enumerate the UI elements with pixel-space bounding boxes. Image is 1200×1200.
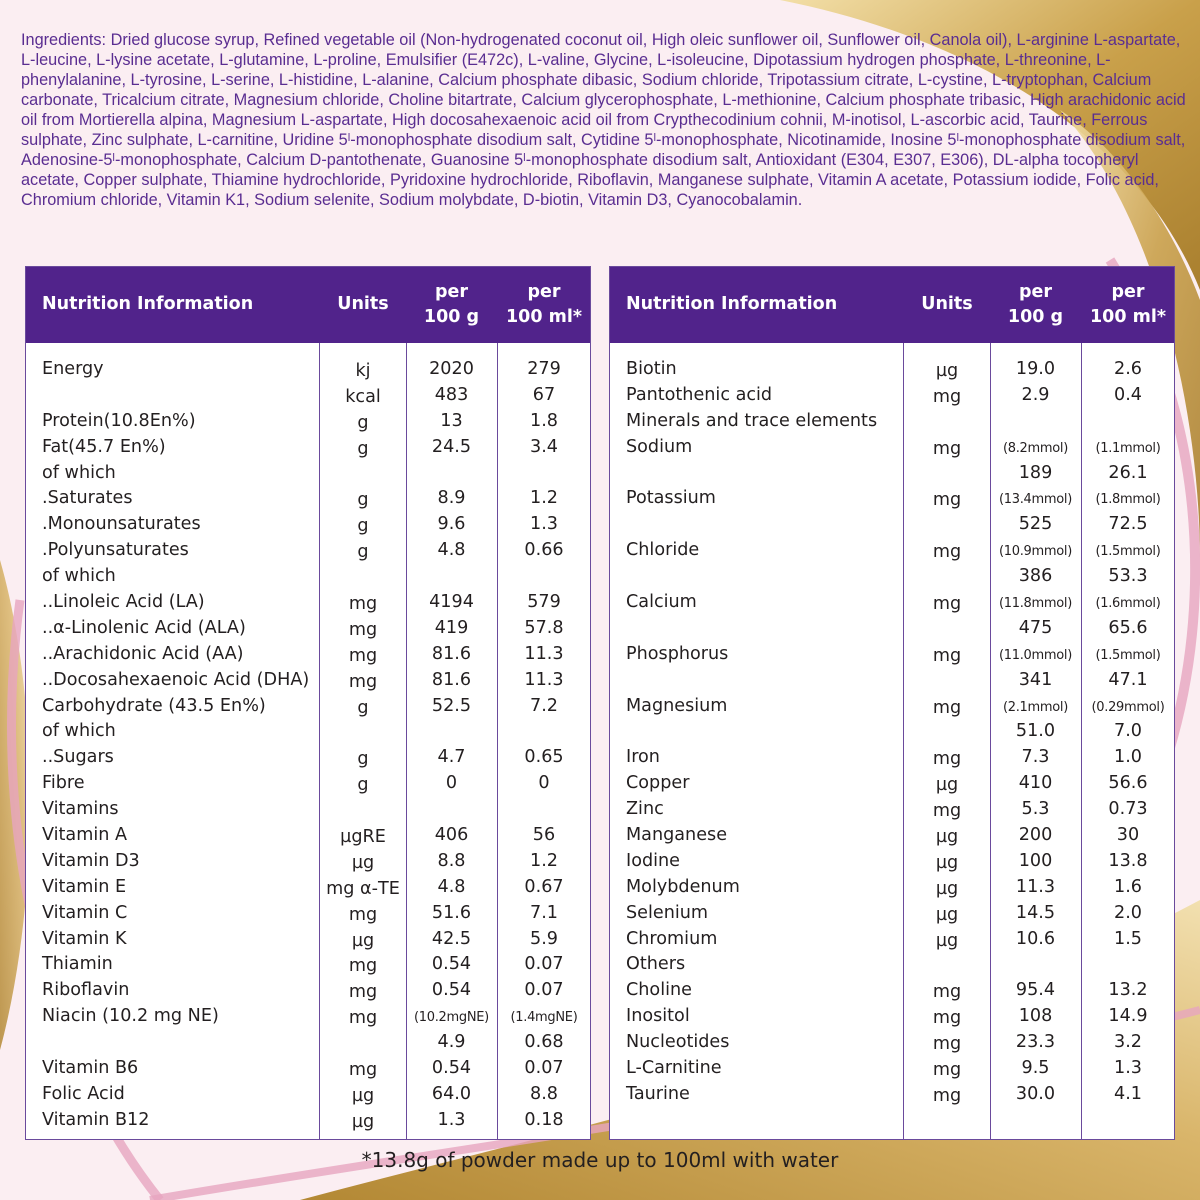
value-per-100ml: 0.65	[524, 747, 564, 768]
table-header	[26, 267, 590, 343]
value-per-100ml: (0.29mmol)	[1091, 699, 1165, 715]
nutrient-unit: µg	[935, 878, 959, 899]
value-per-100ml: 1.5	[1114, 928, 1142, 949]
value-per-100ml: 65.6	[1108, 617, 1148, 638]
table-row	[610, 1004, 1174, 1030]
nutrient-name: Vitamin C	[42, 902, 128, 923]
table-row	[26, 461, 590, 487]
nutrient-unit: µg	[935, 775, 959, 796]
value-per-100ml: 57.8	[524, 617, 564, 638]
value-per-100g: 5.3	[1021, 799, 1050, 820]
value-per-100g: 4.8	[437, 540, 466, 561]
value-per-100g: 19.0	[1015, 359, 1056, 379]
table-row	[610, 409, 1174, 435]
table-row	[610, 745, 1174, 771]
nutrient-name: ..Sugars	[42, 747, 114, 768]
value-per-100g: 100	[1018, 850, 1053, 871]
value-per-100g: 108	[1018, 1006, 1053, 1027]
nutrient-name: L-Carnitine	[626, 1058, 722, 1079]
nutrient-name: Choline	[626, 980, 692, 1001]
value-per-100ml: 3.2	[1114, 1032, 1142, 1053]
value-per-100g: 419	[434, 617, 469, 638]
table-row	[26, 1056, 590, 1082]
nutrient-unit: mg	[348, 619, 378, 640]
table-row	[26, 357, 590, 383]
header-per-100g: per 100 g	[423, 282, 480, 327]
value-per-100ml: 56.6	[1108, 773, 1148, 794]
nutrient-unit: mg	[932, 1034, 962, 1055]
table-row	[26, 771, 590, 797]
nutrient-name: Molybdenum	[626, 876, 740, 897]
nutrient-unit: mg	[932, 1085, 962, 1106]
nutrient-name: Selenium	[626, 902, 709, 923]
table-row	[26, 978, 590, 1004]
nutrient-unit: kj	[355, 361, 371, 381]
value-per-100g: 0.54	[431, 954, 472, 975]
nutrient-unit: mg	[932, 1060, 962, 1081]
nutrient-name: ..α-Linolenic Acid (ALA)	[42, 617, 246, 638]
value-per-100ml: 2.6	[1114, 359, 1142, 379]
nutrient-name: .Monounsaturates	[42, 514, 201, 535]
table-row	[610, 512, 1174, 538]
nutrient-unit: g	[357, 542, 369, 563]
table-row	[26, 745, 590, 771]
ingredients-text: Ingredients: Dried glucose syrup, Refined vegetable oil (Non-hydrogenated coconut oil, High oleic sunflower oil, Sunflower oil, Canola oil), L-arginine L-aspartate, L-leucine, L-lysine acetate, L-glutamine, L-proline, Emulsifier (E472c), L-valine, Glycine, L-isoleucine, Dipotassium hydrogen phosphate, L-threonine, L-phenylalanine, L-tyrosine, L-serine, L-histidine, L-alanine, Calcium phosphate dibasic, Sodium chloride, Tripotassium citrate, L-cystine, L-tryptophan, Calcium carbonate, Tricalcium citrate, Magnesium chloride, Choline bitartrate, Calcium glycerophosphate, L-methionine, Calcium phosphate tribasic, High arachidonic acid oil from Mortierella alpina, Magnesium L-aspartate, High docosahexaenoic acid oil from Crypthecodinium cohnii, M-inotisol, L-ascorbic acid, Taurine, Ferrous sulphate, Zinc sulphate, L-carnitine, Uridine 5ˡ-monophosphate disodium salt, Cytidine 5ˡ-monophosphate, Nicotinamide, Inosine 5ˡ-monophosphate disodium salt, Adenosine-5ˡ-monophosphate, Calcium D-pantothenate, Guanosine 5ˡ-monophosphate disodium salt, Antioxidant (E304, E307, E306), DL-alpha tocopheryl acetate, Copper sulphate, Thiamine hydrochloride, Pyridoxine hydrochloride, Riboflavin, Manganese sulphate, Vitamin A acetate, Potassium iodide, Folic acid, Chromium chloride, Vitamin K1, Sodium selenite, Sodium molybdate, D-biotin, Vitamin D3, Cyanocobalamin.	[21, 31, 1186, 209]
nutrient-unit: µg	[935, 904, 959, 925]
table-rows	[610, 357, 1174, 1108]
table-row	[610, 564, 1174, 590]
table-row	[26, 694, 590, 720]
value-per-100ml: 11.3	[524, 669, 564, 690]
value-per-100g: 13	[440, 410, 463, 431]
nutrient-name: of which	[42, 566, 116, 587]
nutrient-name: Fibre	[42, 773, 85, 794]
value-per-100g: (11.8mmol)	[999, 596, 1072, 612]
value-per-100ml: (1.5mmol)	[1095, 647, 1161, 663]
table-row	[26, 538, 590, 564]
nutrient-name: Inositol	[626, 1006, 690, 1027]
nutrient-unit: µg	[351, 1085, 375, 1106]
table-row	[610, 978, 1174, 1004]
table-row	[610, 1056, 1174, 1082]
value-per-100g: (10.2mgNE)	[414, 1010, 489, 1026]
table-row	[26, 512, 590, 538]
nutrient-name: Vitamin B6	[42, 1058, 139, 1079]
table-row	[610, 952, 1174, 978]
nutrient-name: .Saturates	[42, 488, 133, 509]
table-row	[610, 719, 1174, 745]
nutrient-name: Zinc	[626, 799, 664, 820]
header-per-100g: per 100 g	[1007, 282, 1064, 327]
table-row	[610, 823, 1174, 849]
table-row	[610, 435, 1174, 461]
nutrient-name: Taurine	[626, 1083, 690, 1104]
value-per-100g: 42.5	[431, 928, 472, 949]
value-per-100g: 81.6	[431, 669, 472, 690]
nutrient-name: ..Linoleic Acid (LA)	[42, 592, 205, 613]
nutrient-unit: g	[357, 749, 369, 770]
value-per-100g: 24.5	[431, 436, 472, 457]
nutrient-unit: µg	[935, 361, 959, 381]
nutrient-name: Iron	[626, 747, 660, 768]
nutrient-name: Vitamins	[42, 799, 119, 820]
table-row	[610, 538, 1174, 564]
table-row	[26, 383, 590, 409]
nutrient-unit: mg	[932, 749, 962, 770]
value-per-100ml: 1.8	[530, 410, 558, 431]
header-nutrition-information: Nutrition Information	[626, 294, 838, 314]
table-row	[26, 642, 590, 668]
nutrient-unit: mg	[932, 697, 962, 718]
table-row	[610, 590, 1174, 616]
value-per-100g: 4.7	[437, 747, 466, 768]
value-per-100g: 51.6	[431, 902, 472, 923]
nutrition-table-left	[25, 266, 591, 1140]
nutrient-name: Vitamin D3	[42, 850, 140, 871]
nutrient-name: Nucleotides	[626, 1032, 730, 1053]
nutrient-name: Others	[626, 954, 686, 975]
value-per-100ml: 11.3	[524, 643, 564, 664]
table-row	[26, 486, 590, 512]
value-per-100ml: 8.8	[530, 1083, 558, 1104]
table-header	[610, 267, 1174, 343]
value-per-100ml: 53.3	[1108, 566, 1148, 587]
table-row	[610, 694, 1174, 720]
nutrient-unit: g	[357, 490, 369, 511]
table-row	[610, 849, 1174, 875]
value-per-100ml: 7.0	[1114, 721, 1142, 742]
nutrient-name: .Polyunsaturates	[42, 540, 189, 561]
nutrient-unit: mg	[348, 904, 378, 925]
nutrient-unit: µgRE	[340, 827, 386, 848]
nutrient-name: Manganese	[626, 825, 728, 846]
nutrient-unit: mg	[348, 645, 378, 666]
value-per-100ml: 7.1	[530, 902, 558, 923]
table-row	[610, 486, 1174, 512]
nutrient-name: Chloride	[626, 540, 700, 561]
value-per-100g: 9.5	[1021, 1058, 1050, 1079]
table-row	[610, 1082, 1174, 1108]
table-row	[610, 1030, 1174, 1056]
value-per-100ml: 30	[1116, 825, 1140, 846]
value-per-100ml: 0.73	[1108, 799, 1148, 820]
value-per-100ml: 1.3	[530, 514, 558, 535]
value-per-100ml: 0.07	[524, 980, 564, 1001]
header-per-100ml: per 100 ml*	[505, 282, 582, 327]
value-per-100g: 525	[1018, 514, 1053, 535]
value-per-100ml: 72.5	[1108, 514, 1148, 535]
value-per-100ml: 0.68	[524, 1032, 564, 1053]
value-per-100g: 51.0	[1015, 721, 1056, 742]
value-per-100g: 386	[1018, 566, 1053, 587]
value-per-100ml: 13.8	[1108, 850, 1148, 871]
value-per-100g: 4.8	[437, 876, 466, 897]
nutrient-name: Vitamin E	[42, 876, 127, 897]
nutrition-table-right	[609, 266, 1175, 1140]
nutrient-unit: µg	[351, 1111, 375, 1132]
value-per-100ml: 4.1	[1114, 1083, 1142, 1104]
value-per-100ml: 0.07	[524, 1058, 564, 1079]
value-per-100ml: 13.2	[1108, 980, 1148, 1001]
value-per-100ml: 67	[532, 384, 556, 405]
value-per-100g: 11.3	[1015, 876, 1056, 897]
nutrient-name: of which	[42, 462, 116, 483]
value-per-100g: 7.3	[1021, 747, 1050, 768]
value-per-100g: 8.8	[437, 850, 466, 871]
value-per-100g: 64.0	[431, 1083, 472, 1104]
table-row	[26, 409, 590, 435]
header-nutrition-information: Nutrition Information	[42, 294, 254, 314]
nutrient-unit: mg	[348, 956, 378, 977]
nutrient-unit: mg	[932, 542, 962, 563]
nutrient-unit: kcal	[345, 386, 381, 407]
value-per-100g: 23.3	[1015, 1032, 1056, 1053]
serving-footnote: *13.8g of powder made up to 100ml with water	[361, 1148, 839, 1172]
table-row	[610, 901, 1174, 927]
value-per-100g: 81.6	[431, 643, 472, 664]
table-row	[610, 642, 1174, 668]
table-row	[26, 797, 590, 823]
value-per-100ml: 1.2	[530, 488, 558, 509]
table-row	[26, 668, 590, 694]
value-per-100ml: 14.9	[1108, 1006, 1148, 1027]
value-per-100ml: (1.8mmol)	[1095, 492, 1161, 508]
value-per-100ml: 0	[538, 773, 550, 794]
nutrient-name: Calcium	[626, 592, 697, 613]
value-per-100ml: 47.1	[1108, 669, 1148, 690]
nutrient-unit: g	[357, 775, 369, 796]
value-per-100g: 95.4	[1015, 980, 1056, 1001]
table-row	[610, 797, 1174, 823]
value-per-100ml: (1.5mmol)	[1095, 544, 1161, 560]
nutrient-name: Iodine	[626, 850, 680, 871]
nutrient-name: Carbohydrate (43.5 En%)	[42, 695, 266, 716]
nutrient-name: Potassium	[626, 488, 716, 509]
value-per-100ml: 56	[532, 825, 556, 846]
value-per-100ml: 0.07	[524, 954, 564, 975]
nutrient-name: Biotin	[626, 359, 677, 379]
value-per-100g: 0	[445, 773, 458, 794]
nutrient-name: Sodium	[626, 436, 693, 457]
table-row	[610, 357, 1174, 383]
value-per-100g: 52.5	[431, 695, 472, 716]
table-row	[26, 901, 590, 927]
value-per-100g: 4.9	[437, 1032, 466, 1053]
value-per-100g: 341	[1018, 669, 1053, 690]
nutrient-name: Energy	[42, 359, 104, 379]
nutrient-unit: g	[357, 697, 369, 718]
table-row	[26, 875, 590, 901]
table-row	[26, 823, 590, 849]
table-row	[26, 1082, 590, 1108]
nutrient-unit: mg	[932, 438, 962, 459]
table-row	[26, 927, 590, 953]
value-per-100g: 30.0	[1015, 1083, 1056, 1104]
table-row	[610, 461, 1174, 487]
value-per-100ml: 1.6	[1114, 876, 1142, 897]
nutrient-unit: mg	[932, 982, 962, 1003]
nutrient-name: Phosphorus	[626, 643, 729, 664]
value-per-100g: 189	[1018, 462, 1053, 483]
value-per-100g: (11.0mmol)	[999, 647, 1072, 663]
table-rows	[26, 357, 590, 1134]
nutrient-unit: mg	[932, 801, 962, 822]
nutrient-unit: mg α-TE	[326, 878, 400, 899]
nutrient-unit: mg	[932, 594, 962, 615]
value-per-100g: 410	[1018, 773, 1053, 794]
table-row	[26, 849, 590, 875]
value-per-100ml: 1.2	[530, 850, 558, 871]
table-row	[610, 668, 1174, 694]
nutrient-name: Minerals and trace elements	[626, 410, 878, 431]
value-per-100g: 0.54	[431, 980, 472, 1001]
value-per-100ml: 0.66	[524, 540, 564, 561]
value-per-100g: 9.6	[437, 514, 466, 535]
table-row	[610, 383, 1174, 409]
value-per-100ml: 0.18	[524, 1109, 564, 1130]
nutrient-unit: mg	[932, 490, 962, 511]
value-per-100ml: (1.6mmol)	[1095, 596, 1161, 612]
nutrient-unit: µg	[351, 930, 375, 951]
table-row	[26, 719, 590, 745]
value-per-100ml: (1.4mgNE)	[510, 1010, 578, 1026]
nutrient-name: Vitamin A	[42, 825, 128, 846]
table-row	[26, 1108, 590, 1134]
nutrient-name: Riboflavin	[42, 980, 130, 1001]
nutrient-name: ..Docosahexaenoic Acid (DHA)	[42, 669, 310, 690]
value-per-100g: (8.2mmol)	[1002, 440, 1068, 456]
value-per-100ml: 279	[527, 359, 561, 379]
value-per-100g: 2.9	[1021, 384, 1050, 405]
value-per-100g: 14.5	[1015, 902, 1056, 923]
nutrient-unit: mg	[348, 1060, 378, 1081]
nutrient-unit: mg	[348, 671, 378, 692]
value-per-100ml: 2.0	[1114, 902, 1142, 923]
value-per-100ml: 7.2	[530, 695, 558, 716]
value-per-100ml: (1.1mmol)	[1095, 440, 1161, 456]
nutrient-unit: mg	[932, 1008, 962, 1029]
nutrient-unit: mg	[348, 1008, 378, 1029]
nutrient-unit: g	[357, 438, 369, 459]
table-row	[26, 952, 590, 978]
value-per-100g: (2.1mmol)	[1002, 699, 1068, 715]
nutrient-unit: µg	[935, 930, 959, 951]
table-row	[26, 590, 590, 616]
value-per-100ml: 1.3	[1114, 1058, 1142, 1079]
nutrient-name: Pantothenic acid	[626, 384, 773, 405]
table-row	[26, 1030, 590, 1056]
value-per-100ml: 3.4	[530, 436, 558, 457]
nutrient-name: Magnesium	[626, 695, 728, 716]
value-per-100ml: 0.4	[1114, 384, 1142, 405]
header-units: Units	[921, 294, 973, 314]
value-per-100ml: 0.67	[524, 876, 564, 897]
nutrient-unit: mg	[348, 594, 378, 615]
table-row	[610, 616, 1174, 642]
nutrient-name: Chromium	[626, 928, 718, 949]
header-per-100ml: per 100 ml*	[1089, 282, 1166, 327]
nutrient-unit: mg	[932, 645, 962, 666]
value-per-100g: 483	[434, 384, 469, 405]
value-per-100ml: 579	[527, 592, 561, 613]
nutrient-name: ..Arachidonic Acid (AA)	[42, 643, 244, 664]
nutrient-unit: g	[357, 516, 369, 537]
nutrient-unit: mg	[348, 982, 378, 1003]
value-per-100g: (13.4mmol)	[999, 492, 1072, 508]
table-row	[610, 875, 1174, 901]
nutrient-unit: g	[357, 412, 369, 433]
header-units: Units	[337, 294, 389, 314]
nutrient-name: Vitamin K	[42, 928, 127, 949]
value-per-100ml: 5.9	[530, 928, 558, 949]
value-per-100ml: 1.0	[1114, 747, 1142, 768]
table-row	[26, 1004, 590, 1030]
nutrient-unit: µg	[935, 827, 959, 848]
nutrient-unit: µg	[351, 852, 375, 873]
value-per-100g: 2020	[429, 359, 474, 379]
value-per-100g: 0.54	[431, 1058, 472, 1079]
value-per-100g: 475	[1018, 617, 1053, 638]
value-per-100g: (10.9mmol)	[999, 544, 1072, 560]
nutrient-name: of which	[42, 721, 116, 742]
nutrient-unit: µg	[935, 852, 959, 873]
table-row	[26, 564, 590, 590]
table-row	[610, 927, 1174, 953]
value-per-100g: 1.3	[437, 1109, 466, 1130]
value-per-100g: 4194	[429, 592, 474, 613]
nutrient-name: Vitamin B12	[42, 1109, 150, 1130]
value-per-100g: 406	[434, 825, 469, 846]
value-per-100g: 10.6	[1015, 928, 1056, 949]
value-per-100ml: 26.1	[1108, 462, 1148, 483]
nutrient-name: Thiamin	[42, 954, 113, 975]
nutrient-unit: mg	[932, 386, 962, 407]
nutrient-name: Niacin (10.2 mg NE)	[42, 1006, 219, 1027]
table-row	[26, 435, 590, 461]
nutrient-name: Protein(10.8En%)	[42, 410, 196, 431]
nutrient-name: Folic Acid	[42, 1083, 125, 1104]
nutrient-name: Fat(45.7 En%)	[42, 436, 166, 457]
value-per-100g: 200	[1018, 825, 1053, 846]
table-row	[26, 616, 590, 642]
table-row	[610, 771, 1174, 797]
nutrient-name: Copper	[626, 773, 690, 794]
value-per-100g: 8.9	[437, 488, 466, 509]
